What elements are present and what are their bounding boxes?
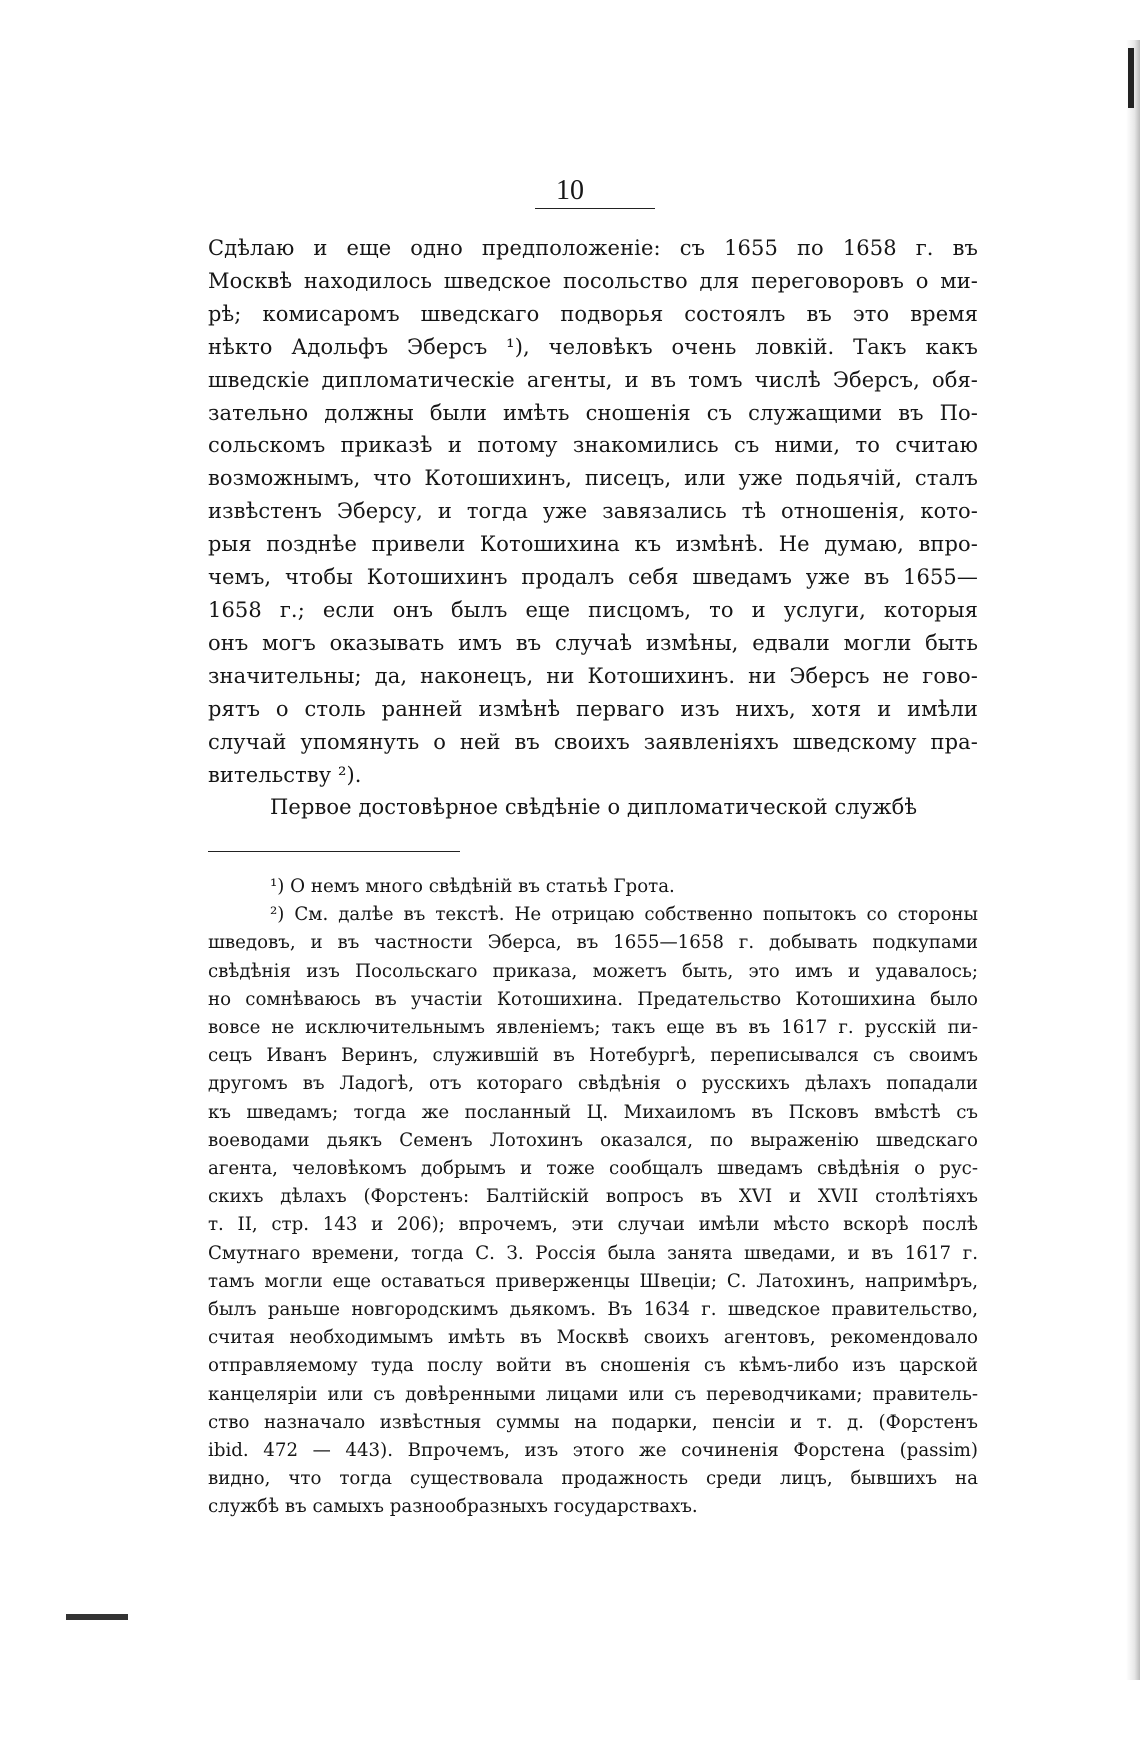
main-line: сольскомъ приказѣ и потому знакомились съ ними, то считаю [208, 433, 978, 458]
main-line: онъ могъ оказывать имъ въ случаѣ измѣны, едвали могли быть [208, 630, 978, 655]
main-line: Москвѣ находилось шведское посольство для переговоровъ о ми- [208, 268, 978, 293]
footnote-line: къ шведамъ; тогда же посланный Ц. Михаиломъ въ Псковъ вмѣстѣ съ [208, 1101, 978, 1123]
main-line: Первое достовѣрное свѣдѣніе о дипломатической службѣ [270, 795, 918, 820]
footnote-line: вовсе не исключительнымъ явленіемъ; такъ еще въ въ 1617 г. русскій пи- [208, 1017, 978, 1039]
footnote-line: ство назначало извѣстныя суммы на подарки, пенсіи и т. д. (Форстенъ [208, 1411, 978, 1433]
main-line: рятъ о столь ранней измѣнѣ перваго изъ нихъ, хотя и имѣли [208, 696, 978, 721]
footnote-line: канцеляріи или съ довѣренными лицами или съ переводчиками; правитель- [208, 1383, 978, 1405]
main-line: нѣкто Адольфъ Эберсъ ¹), человѣкъ очень ловкій. Такъ какъ [208, 334, 978, 359]
footnote-line: ¹) О немъ много свѣдѣній въ статьѣ Грота. [270, 876, 675, 897]
footnote-line: шведовъ, и въ частности Эберса, въ 1655—1658 г. добывать подкупами [208, 932, 978, 954]
page-number: 10 [556, 175, 584, 206]
main-line: чемъ, чтобы Котошихинъ продалъ себя шведамъ уже въ 1655— [208, 565, 978, 590]
footnote-line: Смутнаго времени, тогда С. З. Россія была занята шведами, и въ 1617 г. [208, 1242, 978, 1264]
main-line: 1658 г.; если онъ былъ еще писцомъ, то и услуги, которыя [208, 597, 978, 622]
footnote-line: считая необходимымъ имѣть въ Москвѣ своихъ агентовъ, рекомендовало [208, 1327, 978, 1349]
footnote-line: отправляемому туда послу войти въ сношенія съ кѣмъ-либо изъ царской [208, 1355, 978, 1377]
footnote-line: другомъ въ Ладогѣ, отъ котораго свѣдѣнія о русскихъ дѣлахъ попадали [208, 1073, 978, 1095]
footnote-line: но сомнѣваюсь въ участіи Котошихина. Предательство Котошихина было [208, 988, 978, 1010]
footnote-line: т. II, стр. 143 и 206); впрочемъ, эти случаи имѣли мѣсто вскорѣ послѣ [208, 1214, 978, 1236]
page-number-rule [535, 208, 655, 209]
footnote-line: скихъ дѣлахъ (Форстенъ: Балтійскій вопросъ въ XVI и XVII столѣтіяхъ [208, 1186, 978, 1208]
footnote-line: тамъ могли еще оставаться приверженцы Швеціи; С. Латохинъ, напримѣръ, [208, 1270, 978, 1292]
footnote-rule [208, 851, 460, 852]
footnote-line: службѣ въ самыхъ разнообразныхъ государствахъ. [208, 1496, 698, 1518]
main-line: возможнымъ, что Котошихинъ, писецъ, или уже подьячій, сталъ [208, 466, 978, 491]
footnote-line: ²) См. далѣе въ текстѣ. Не отрицаю собственно попытокъ со стороны [270, 904, 978, 926]
main-line: зательно должны были имѣть сношенія съ служащими въ По- [208, 400, 978, 425]
main-text [208, 232, 978, 824]
main-line: рыя позднѣе привели Котошихина къ измѣнѣ. Не думаю, впро- [208, 532, 978, 557]
main-line: случай упомянуть о ней въ своихъ заявленіяхъ шведскому пра- [208, 729, 978, 754]
footnote-line: ibid. 472 — 443). Впрочемъ, изъ этого же сочиненія Форстена (passim) [208, 1440, 978, 1462]
footnotes [208, 873, 978, 1522]
binding-mark [1128, 48, 1134, 108]
footnote-line: агента, человѣкомъ добрымъ и тоже сообщалъ шведамъ свѣдѣнія о рус- [208, 1158, 978, 1180]
main-line: Сдѣлаю и еще одно предположеніе: съ 1655 по 1658 г. въ [208, 236, 978, 260]
footnote-line: видно, что тогда существовала продажность среди лицъ, бывшихъ на [208, 1468, 978, 1490]
main-line: извѣстенъ Эберсу, и тогда уже завязались тѣ отношенія, кото- [208, 499, 978, 524]
ink-smudge [66, 1614, 128, 1620]
main-line: шведскіе дипломатическіе агенты, и въ томъ числѣ Эберсъ, обя- [208, 367, 978, 392]
footnote-line: воеводами дьякъ Семенъ Лотохинъ оказался, по выраженію шведскаго [208, 1129, 978, 1151]
main-line: значительны; да, наконецъ, ни Котошихинъ. ни Эберсъ не гово- [208, 663, 978, 688]
footnote-line: сецъ Иванъ Веринъ, служившій въ Нотебургѣ, переписывался съ своимъ [208, 1045, 978, 1067]
main-line: рѣ; комисаромъ шведскаго подворья состоялъ въ это время [208, 301, 978, 326]
page-edge-shadow [1126, 40, 1140, 1680]
main-line: вительству ²). [208, 762, 362, 787]
footnote-line: свѣдѣнія изъ Посольскаго приказа, можетъ быть, это имъ и удавалось; [208, 960, 978, 982]
footnote-line: былъ раньше новгородскимъ дьякомъ. Въ 1634 г. шведское правительство, [208, 1299, 978, 1321]
